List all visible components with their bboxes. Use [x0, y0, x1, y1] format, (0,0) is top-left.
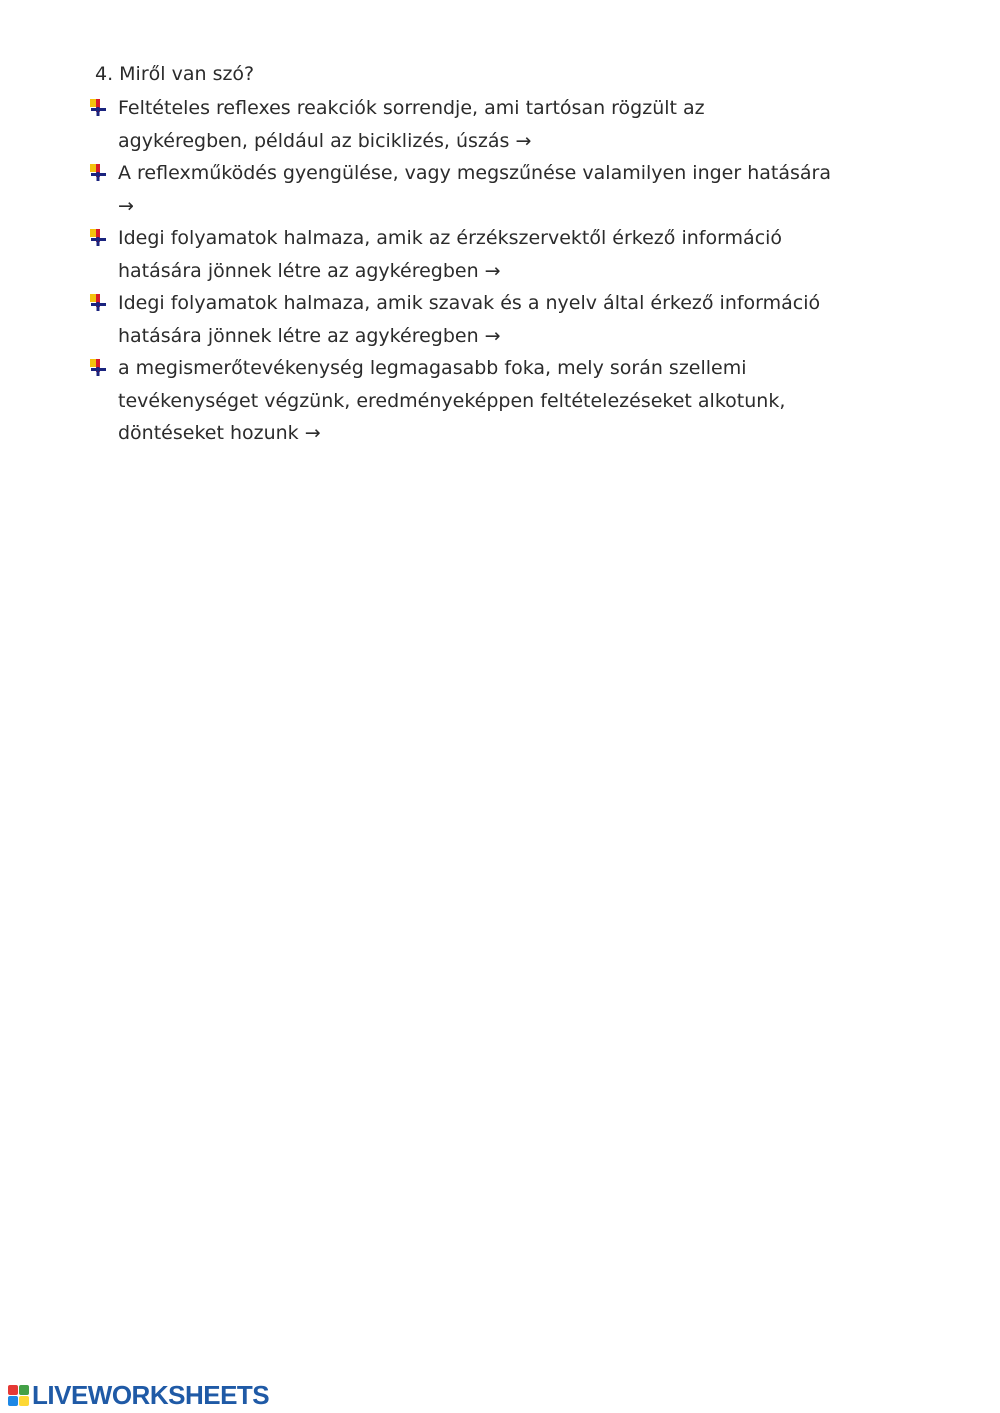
answer-item: [88, 92, 848, 157]
arrow-cross-bullet-icon: [88, 228, 108, 248]
arrow-cross-bullet-icon: [88, 98, 108, 118]
arrow-cross-bullet-icon: [88, 358, 108, 378]
answer-item-list: [88, 92, 848, 450]
logo-text: LIVEWORKSHEETS: [32, 1379, 270, 1410]
item-line: Idegi folyamatok halmaza, amik szavak és a nyelv által érkező információ: [118, 292, 821, 314]
logo-block: [8, 1396, 18, 1406]
logo-blocks-icon: [8, 1385, 29, 1406]
arrow-cross-bullet-icon: [88, 163, 108, 183]
answer-item: [88, 222, 848, 287]
logo-block: [8, 1385, 18, 1395]
answer-item: [88, 287, 848, 352]
answer-item: [88, 352, 848, 450]
logo-block: [19, 1396, 29, 1406]
item-line: Idegi folyamatok halmaza, amik az érzékszervektől érkező információ: [118, 227, 783, 249]
question-heading: 4. Miről van szó?: [95, 63, 255, 85]
liveworksheets-logo: [8, 1380, 269, 1410]
item-line: hatására jönnek létre az agykéregben →: [118, 259, 501, 282]
item-line: tevékenységet végzünk, eredményeképpen feltételezéseket alkotunk,: [118, 389, 786, 412]
item-line: agykéregben, például az biciklizés, úszás →: [118, 129, 532, 152]
item-line: döntéseket hozunk →: [118, 422, 321, 444]
item-line: a megismerőtevékenység legmagasabb foka, mely során szellemi: [118, 357, 747, 379]
arrow-cross-bullet-icon: [88, 293, 108, 313]
answer-item: [88, 157, 848, 222]
item-line: hatására jönnek létre az agykéregben →: [118, 324, 501, 347]
item-line: Feltételes reflexes reakciók sorrendje, ami tartósan rögzült az: [118, 97, 705, 119]
item-line: A reflexműködés gyengülése, vagy megszűnése valamilyen inger hatására →: [118, 162, 832, 217]
logo-block: [19, 1385, 29, 1395]
